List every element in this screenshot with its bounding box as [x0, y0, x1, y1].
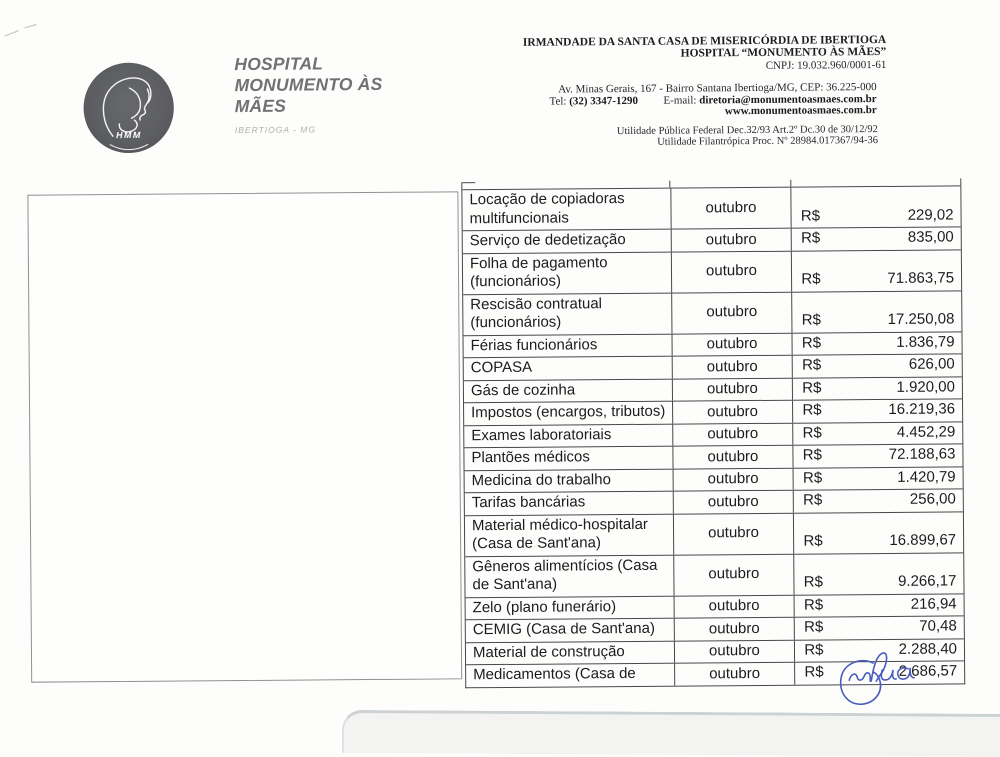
org-cnpj: CNPJ: 19.032.960/0001-61 — [523, 59, 886, 74]
handwritten-signature — [832, 647, 928, 714]
table-row — [462, 185, 960, 230]
expense-amount: 16.899,67 — [889, 531, 956, 550]
currency-symbol: R$ — [803, 532, 822, 551]
expense-value-cell — [793, 444, 963, 467]
expense-amount: 70,48 — [919, 617, 957, 636]
currency-symbol: R$ — [803, 469, 822, 488]
expense-description: CEMIG (Casa de Sant'ana) — [466, 619, 674, 642]
expense-month: outubro — [671, 333, 792, 355]
expense-value-cell — [793, 467, 963, 490]
expense-table — [461, 178, 965, 687]
hospital-logo — [81, 61, 176, 156]
expense-amount: 17.250,08 — [888, 310, 955, 329]
expense-description: Rescisão contratual (funcionários) — [463, 293, 671, 335]
expense-description: Medicina do trabalho — [465, 469, 673, 492]
expense-value-cell — [792, 377, 962, 400]
brand-line2: MONUMENTO ÀS — [234, 74, 382, 96]
expense-month: outubro — [672, 423, 793, 445]
currency-symbol: R$ — [801, 229, 820, 248]
expense-description: COPASA — [464, 357, 672, 380]
table-row — [464, 376, 962, 402]
expense-amount: 835,00 — [908, 228, 954, 247]
expense-value-cell — [793, 489, 963, 512]
expense-description: Impostos (encargos, tributos) — [464, 402, 672, 425]
blank-region — [27, 191, 462, 682]
expense-month: outubro — [672, 401, 793, 423]
expense-month: outubro — [672, 513, 793, 554]
expense-value-cell — [791, 186, 961, 227]
expense-description: Plantões médicos — [464, 447, 672, 470]
expense-description: Locação de copiadoras multifuncionais — [462, 189, 670, 231]
expense-value-cell — [792, 354, 962, 377]
table-row — [464, 421, 962, 447]
currency-symbol: R$ — [804, 618, 823, 637]
expense-amount: 72.188,63 — [889, 445, 956, 464]
brand-line3: MÃES — [235, 95, 383, 117]
expense-month: outubro — [672, 491, 793, 513]
currency-symbol: R$ — [802, 311, 821, 330]
table-row — [463, 226, 961, 252]
expense-amount: 216,94 — [911, 595, 957, 614]
expense-description: Material médico-hospitalar (Casa de Sant'ana) — [465, 514, 673, 556]
currency-symbol: R$ — [802, 356, 821, 375]
expense-description: Serviço de dedetização — [463, 230, 671, 253]
brand-line1: HOSPITAL — [234, 53, 382, 75]
table-row — [464, 398, 962, 424]
letterhead-organization — [523, 34, 887, 74]
expense-description: Zelo (plano funerário) — [466, 596, 674, 619]
table-row — [463, 249, 961, 294]
page-edge — [342, 710, 1000, 757]
expense-value-cell — [791, 227, 961, 250]
expense-description: Material de construção — [466, 641, 674, 664]
brand-subtitle: IBERTIOGA - MG — [235, 119, 383, 141]
currency-symbol: R$ — [804, 596, 823, 615]
utility-line-2: Utilidade Filantrópica Proc. Nº 28984.017367/94-36 — [617, 135, 878, 148]
logo-monogram: HMM — [116, 130, 142, 140]
expense-description: Exames laboratoriais — [464, 424, 672, 447]
phone-label: Tel: — [549, 95, 566, 107]
expense-description: Folha de pagamento (funcionários) — [463, 252, 671, 294]
expense-table-body — [462, 185, 964, 686]
expense-value-cell — [792, 399, 962, 422]
expense-amount: 1.420,79 — [897, 468, 956, 487]
email-label: E-mail: — [663, 94, 696, 106]
expense-month: outubro — [671, 356, 792, 378]
border-tick — [462, 182, 475, 183]
letterhead-contact — [549, 82, 876, 119]
expense-value-cell — [793, 512, 963, 553]
expense-description: Tarifas bancárias — [465, 492, 673, 515]
expense-month: outubro — [671, 378, 792, 400]
email-address: diretoria@monumentoasmaes.com.br — [699, 93, 877, 106]
table-row — [465, 552, 963, 597]
expense-month: outubro — [670, 229, 791, 251]
letterhead-utility-lines — [617, 124, 878, 148]
currency-symbol: R$ — [804, 641, 823, 660]
pencil-mark — [1, 18, 51, 48]
currency-symbol: R$ — [801, 207, 820, 226]
expense-amount: 16.219,36 — [888, 400, 955, 419]
table-row — [465, 511, 963, 556]
currency-symbol: R$ — [801, 270, 820, 289]
currency-symbol: R$ — [803, 491, 822, 510]
currency-symbol: R$ — [803, 424, 822, 443]
expense-month: outubro — [673, 554, 794, 595]
currency-symbol: R$ — [802, 401, 821, 420]
table-row — [464, 353, 962, 379]
expense-amount: 229,02 — [908, 206, 954, 225]
phone-number: (32) 3347-1290 — [569, 94, 638, 107]
expense-value-cell — [794, 594, 964, 617]
expense-amount: 9.266,17 — [898, 572, 957, 591]
signature-strokes — [840, 653, 914, 705]
expense-description: Medicamentos (Casa de — [466, 664, 674, 687]
expense-month: outubro — [671, 292, 792, 333]
expense-amount: 256,00 — [910, 490, 956, 509]
currency-symbol: R$ — [804, 663, 823, 682]
expense-value-cell — [791, 250, 961, 291]
expense-amount: 626,00 — [909, 355, 955, 374]
table-row — [464, 443, 962, 469]
expense-month: outubro — [673, 595, 794, 617]
expense-value-cell — [794, 553, 964, 594]
expense-value-cell — [793, 422, 963, 445]
currency-symbol: R$ — [802, 334, 821, 353]
table-row — [465, 466, 963, 492]
org-website: www.monumentoasmaes.com.br — [725, 104, 877, 117]
table-row — [466, 615, 964, 641]
expense-month: outubro — [674, 663, 795, 685]
expense-value-cell — [791, 291, 961, 332]
org-hospital-name: HOSPITAL “MONUMENTO ÀS MÃES” — [523, 46, 886, 61]
brand-wordmark — [234, 53, 383, 141]
expense-description: Férias funcionários — [463, 334, 671, 357]
table-row — [463, 331, 961, 357]
expense-amount: 1.836,79 — [896, 333, 955, 352]
expense-amount: 2.686,57 — [899, 662, 958, 681]
table-row — [466, 593, 964, 619]
expense-month: outubro — [673, 618, 794, 640]
currency-symbol: R$ — [802, 379, 821, 398]
expense-month: outubro — [672, 468, 793, 490]
expense-amount: 4.452,29 — [897, 423, 956, 442]
currency-symbol: R$ — [804, 573, 823, 592]
expense-amount: 2.288,40 — [899, 640, 958, 659]
expense-amount: 1.920,00 — [896, 378, 955, 397]
expense-month: outubro — [673, 640, 794, 662]
table-row — [465, 488, 963, 514]
expense-month: outubro — [670, 251, 791, 292]
currency-symbol: R$ — [803, 446, 822, 465]
utility-line-1: Utilidade Pública Federal Dec.32/93 Art.2º Dc.30 de 30/12/92 — [617, 124, 878, 137]
org-address: Av. Minas Gerais, 167 - Bairro Santana Ibertioga/MG, CEP: 36.225-000 — [549, 82, 876, 96]
expense-month: outubro — [670, 188, 791, 229]
org-name: IRMANDADE DA SANTA CASA DE MISERICÓRDIA DE IBERTIOGA — [523, 34, 886, 49]
expense-description: Gêneros alimentícios (Casa de Sant'ana) — [465, 555, 673, 597]
expense-amount: 71.863,75 — [887, 269, 954, 288]
expense-value-cell — [792, 332, 962, 355]
expense-description: Gás de cozinha — [464, 379, 672, 402]
table-row — [463, 290, 961, 335]
expense-value-cell — [794, 616, 964, 639]
expense-month: outubro — [672, 446, 793, 468]
